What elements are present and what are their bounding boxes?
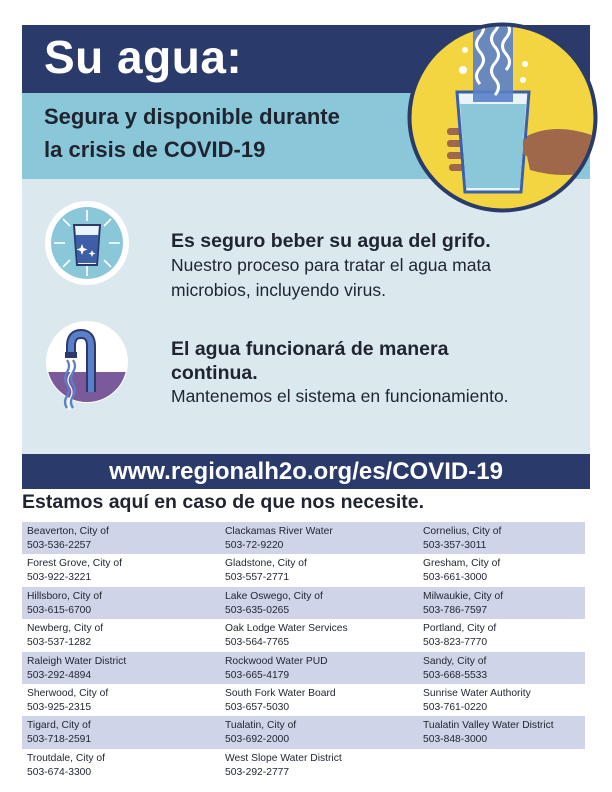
provider-name: Forest Grove, City of [27, 558, 122, 570]
provider-name: Hillsboro, City of [27, 590, 102, 602]
water-glass-icon [45, 201, 129, 285]
faucet-icon [45, 320, 129, 416]
contact-heading: Estamos aquí en caso de que nos necesite. [22, 491, 425, 513]
table-row [22, 619, 585, 651]
point-1-heading: Es seguro beber su agua del grifo. [171, 230, 491, 252]
provider-phone: 503-557-2771 [225, 572, 290, 584]
provider-phone: 503-674-3300 [27, 766, 92, 778]
hand-holding-water-glass-icon [405, 20, 600, 215]
provider-phone: 503-761-0220 [423, 701, 488, 713]
provider-phone: 503-635-0265 [225, 604, 290, 616]
table-row [22, 522, 585, 554]
provider-name: Troutdale, City of [27, 752, 106, 764]
provider-phone: 503-661-3000 [423, 572, 488, 584]
provider-name: Sandy, City of [423, 655, 487, 667]
table-row [22, 652, 585, 684]
directory-entry [418, 587, 585, 619]
provider-name: Portland, City of [423, 623, 497, 635]
provider-name: Gladstone, City of [225, 558, 307, 570]
provider-phone: 503-925-2315 [27, 701, 92, 713]
provider-name: West Slope Water District [225, 752, 342, 764]
directory-entry [22, 522, 220, 554]
point-2-heading-line-2: continua. [171, 362, 258, 384]
directory-entry [22, 587, 220, 619]
directory-entry [22, 619, 220, 651]
directory-entry [220, 652, 418, 684]
provider-name: Milwaukie, City of [423, 590, 504, 602]
provider-phone: 503-292-2777 [225, 766, 290, 778]
table-row [22, 749, 585, 781]
directory-entry [418, 684, 585, 716]
provider-phone: 503-564-7765 [225, 637, 290, 649]
provider-phone: 503-615-6700 [27, 604, 92, 616]
table-row [22, 587, 585, 619]
subtitle-line-1: Segura y disponible durante [44, 104, 340, 129]
directory-entry [220, 684, 418, 716]
provider-phone: 503-848-3000 [423, 734, 488, 746]
provider-phone: 503-668-5533 [423, 669, 488, 681]
provider-phone: 503-657-5030 [225, 701, 290, 713]
provider-name: Beaverton, City of [27, 526, 109, 537]
table-row [22, 684, 585, 716]
provider-name: Oak Lodge Water Services [225, 623, 348, 635]
directory-entry [418, 716, 585, 748]
provider-name: Gresham, City of [423, 558, 501, 570]
directory-entry [22, 652, 220, 684]
directory-entry [22, 716, 220, 748]
provider-phone: 503-692-2000 [225, 734, 290, 746]
directory-entry [220, 749, 418, 781]
website-link[interactable]: www.regionalh2o.org/es/COVID-19 [109, 458, 503, 485]
provider-name: Rockwood Water PUD [225, 655, 328, 667]
directory-entry [22, 684, 220, 716]
provider-phone: 503-786-7597 [423, 604, 488, 616]
point-1-line-2: microbios, incluyendo virus. [171, 280, 386, 300]
table-row [22, 554, 585, 586]
point-2-line-1: Mantenemos el sistema en funcionamiento. [171, 386, 509, 406]
directory-entry [220, 716, 418, 748]
provider-phone: 503-823-7770 [423, 637, 488, 649]
provider-phone: 503-357-3011 [423, 540, 487, 551]
provider-name: Sunrise Water Authority [423, 687, 531, 699]
directory-entry [418, 619, 585, 651]
provider-phone: 503-718-2591 [27, 734, 92, 746]
provider-phone: 503-292-4894 [27, 669, 92, 681]
directory-entry [220, 587, 418, 619]
provider-name: Sherwood, City of [27, 687, 109, 699]
subtitle-line-2: la crisis de COVID-19 [44, 137, 266, 162]
provider-name: Tigard, City of [27, 720, 91, 732]
provider-name: Newberg, City of [27, 623, 104, 635]
provider-name: Cornelius, City of [423, 526, 502, 537]
directory-entry [220, 619, 418, 651]
directory-entry [220, 554, 418, 586]
directory-entry [418, 652, 585, 684]
directory-entry [220, 522, 418, 554]
provider-phone: 503-665-4179 [225, 669, 290, 681]
directory-entry [418, 749, 585, 781]
provider-phone: 503-72-9220 [225, 540, 284, 551]
provider-phone: 503-537-1282 [27, 637, 92, 649]
provider-name: Clackamas River Water [225, 526, 333, 537]
provider-phone: 503-536-2257 [27, 540, 92, 551]
point-1-line-1: Nuestro proceso para tratar el agua mata [171, 255, 492, 275]
page-subtitle [44, 100, 414, 166]
directory-entry [418, 522, 585, 554]
provider-name: Lake Oswego, City of [225, 590, 323, 602]
table-row [22, 716, 585, 748]
directory-entry [22, 749, 220, 781]
provider-name: Raleigh Water District [27, 655, 127, 667]
provider-phone: 503-922-3221 [27, 572, 92, 584]
directory-entry [22, 554, 220, 586]
point-2-heading-line-1: El agua funcionará de manera [171, 338, 449, 360]
page-title: Su agua: [44, 31, 243, 83]
provider-name: Tualatin, City of [225, 720, 297, 732]
provider-name: Tualatin Valley Water District [423, 720, 554, 732]
directory-entry [418, 554, 585, 586]
contact-directory [22, 522, 585, 781]
provider-name: South Fork Water Board [225, 687, 336, 699]
